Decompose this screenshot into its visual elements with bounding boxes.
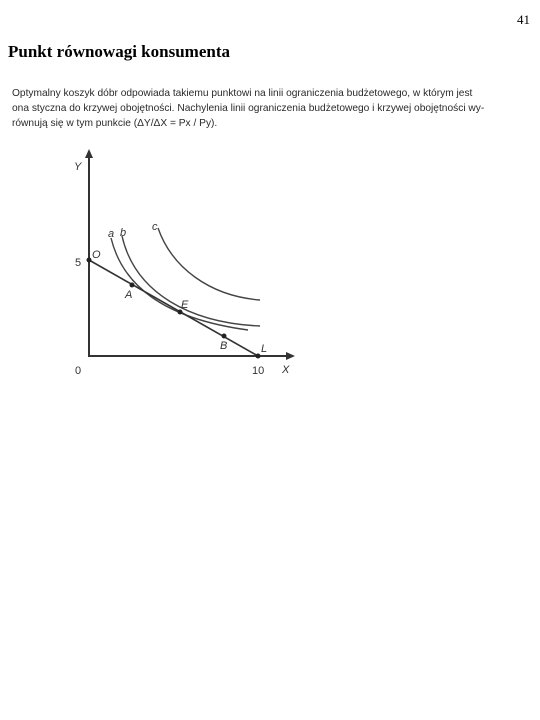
curve-a-label: a <box>108 228 115 240</box>
page-number: 41 <box>517 12 530 27</box>
indifference-curve-diagram <box>60 148 310 378</box>
curve-b-label: b <box>120 227 127 239</box>
page-title: Punkt równowagi konsumenta <box>8 42 230 61</box>
x-axis-label: X <box>282 364 290 376</box>
point-o <box>87 258 92 263</box>
y-axis-arrow <box>85 149 93 158</box>
consumer-equilibrium-figure <box>60 148 310 383</box>
y-intercept-label: 5 <box>75 257 82 269</box>
point-l <box>256 354 261 359</box>
curve-c-label: c <box>152 221 158 233</box>
indifference-curve-c <box>158 228 260 300</box>
paragraph-line-2: ona styczna do krzywej obojętności. Nachylenia linii ograniczenia budżetowego i krzywej obojętności wy- <box>12 103 485 114</box>
y-axis-label: Y <box>74 161 82 173</box>
point-b-label: B <box>220 340 228 352</box>
indifference-curve-b <box>122 236 260 326</box>
point-a-label: A <box>125 289 133 301</box>
x-axis-arrow <box>286 352 295 360</box>
scanned-paragraph <box>12 86 532 131</box>
budget-line <box>89 260 258 356</box>
x-intercept-label: 10 <box>252 365 265 377</box>
paragraph-line-3: równują się w tym punkcie (ΔY/ΔX = Px / Py). <box>12 118 218 129</box>
budget-end-label: L <box>261 343 268 355</box>
point-b <box>222 334 227 339</box>
point-e-label: E <box>181 299 189 311</box>
budget-start-label: O <box>92 249 101 261</box>
point-a <box>130 283 135 288</box>
origin-label: 0 <box>75 365 82 377</box>
paragraph-line-1: Optymalny koszyk dóbr odpowiada takiemu punktowi na linii ograniczenia budżetowego, w którym jest <box>12 88 473 99</box>
